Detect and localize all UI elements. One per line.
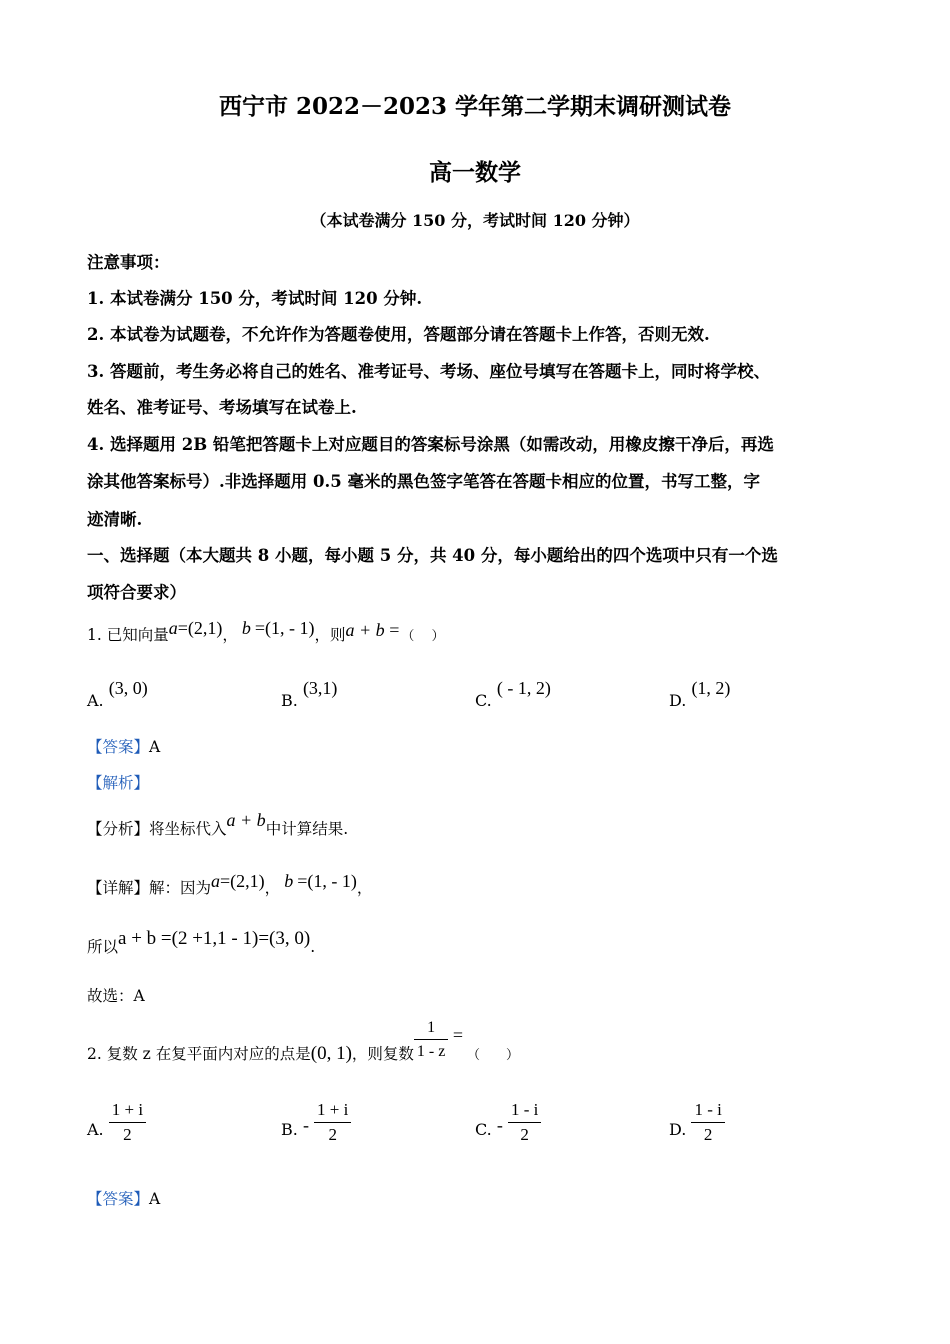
question-1-expression: a + b bbox=[345, 620, 385, 640]
notice-item-3-line-1: 3. 答题前，考生务必将自己的姓名、准考证号、考场、座位号填写在答题卡上，同时将学校、 bbox=[87, 362, 770, 381]
detail-separator: ， bbox=[264, 879, 281, 897]
detail-end: ， bbox=[356, 879, 373, 897]
fraction-numerator: 1 bbox=[414, 1018, 448, 1040]
answer-value: A bbox=[149, 1190, 161, 1208]
fenxi-text-2: 中计算结果. bbox=[265, 820, 349, 838]
notice-item-1: 1. 本试卷满分 150 分，考试时间 120 分钟. bbox=[87, 289, 423, 308]
option-c-sign: - bbox=[496, 1115, 503, 1136]
question-1-analysis-tag: 【解析】 bbox=[87, 774, 150, 792]
vector-a: a bbox=[168, 618, 178, 638]
question-2-option-b: B. - $\frac{1 + i}{2}$ bbox=[281, 1100, 351, 1146]
option-b-fraction: $\frac{1 + i}{2}$ bbox=[314, 1100, 351, 1146]
detail-vector-b: b bbox=[284, 871, 294, 891]
vector-b-value: =(1, - 1) bbox=[254, 618, 315, 638]
exam-time-note: （本试卷满分 150 分，考试时间 120 分钟） bbox=[310, 211, 640, 230]
fenxi-expression: a + b bbox=[226, 810, 266, 830]
so-expression: a + b =(2 +1,1 - 1)=(3, 0) bbox=[118, 928, 311, 949]
vector-b: b bbox=[241, 618, 251, 638]
detail-vector-a: a bbox=[211, 871, 221, 891]
question-2-then: ，则复数 bbox=[351, 1045, 414, 1063]
question-1-equals: = bbox=[384, 620, 400, 640]
question-2-fraction bbox=[414, 1018, 448, 1061]
question-1-prefix: 1. 已知向量 bbox=[87, 626, 169, 644]
option-c-value: ( - 1, 2) bbox=[496, 678, 551, 698]
answer-tag: 【答案】 bbox=[87, 1190, 150, 1208]
option-b-value: (3,1) bbox=[302, 678, 338, 698]
question-1-option-b: B. (3,1) bbox=[281, 678, 338, 710]
option-c-fraction: $\frac{1 - i}{2}$ bbox=[508, 1100, 541, 1146]
question-1-detail bbox=[87, 871, 877, 898]
notice-item-4-line-2: 涂其他答案标号）.非选择题用 0.5 毫米的黑色签字笔答在答题卡相应的位置，书写工整，字 bbox=[87, 472, 760, 491]
question-1-answer bbox=[87, 735, 877, 757]
question-1-separator: ， bbox=[222, 626, 238, 644]
question-2-answer bbox=[87, 1187, 877, 1209]
question-2-blank: （ ） bbox=[467, 1048, 520, 1063]
question-2 bbox=[87, 1018, 877, 1068]
question-2-equals: = bbox=[448, 1025, 464, 1045]
exam-subject: 高一数学 bbox=[429, 159, 521, 186]
detail-vector-a-value: =(2,1) bbox=[220, 871, 265, 891]
question-1-option-d: D. (1, 2) bbox=[669, 678, 731, 710]
notice-item-4-line-3: 迹清晰. bbox=[87, 510, 143, 529]
detail-vector-b-value: =(1, - 1) bbox=[297, 871, 357, 891]
option-a-value: (3, 0) bbox=[108, 678, 148, 698]
vector-a-value: =(2,1) bbox=[177, 618, 223, 638]
exam-title: 西宁市 2022－2023 学年第二学期末调研测试卷 bbox=[218, 93, 732, 120]
question-2-option-a: A. $\frac{1 + i}{2}$ bbox=[87, 1100, 146, 1146]
notice-item-2: 2. 本试卷为试题卷，不允许作为答题卷使用，答题部分请在答题卡上作答，否则无效. bbox=[87, 325, 710, 344]
option-d-fraction: $\frac{1 - i}{2}$ bbox=[691, 1100, 724, 1146]
section-1-heading-line-1: 一、选择题（本大题共 8 小题，每小题 5 分，共 40 分，每小题给出的四个选项中只有一个选 bbox=[87, 546, 778, 565]
so-end: . bbox=[310, 938, 316, 956]
notice-heading: 注意事项： bbox=[87, 253, 170, 272]
question-1-blank: （ ） bbox=[401, 629, 445, 644]
option-a-fraction: $\frac{1 + i}{2}$ bbox=[109, 1100, 146, 1146]
fraction-denominator: 1 - z bbox=[416, 1043, 446, 1061]
answer-value: A bbox=[149, 738, 161, 756]
question-2-option-d: D. $\frac{1 - i}{2}$ bbox=[669, 1100, 725, 1146]
question-1-fenxi bbox=[87, 810, 877, 839]
so-text: 所以 bbox=[87, 938, 119, 956]
option-d-value: (1, 2) bbox=[691, 678, 731, 698]
detail-tag: 【详解】 bbox=[87, 879, 150, 897]
question-1 bbox=[87, 618, 877, 645]
question-2-point: (0, 1) bbox=[310, 1043, 352, 1064]
question-1-choose: 故选：A bbox=[87, 987, 145, 1005]
section-1-heading-line-2: 项符合要求） bbox=[87, 583, 186, 602]
notice-item-4-line-1: 4. 选择题用 2B 铅笔把答题卡上对应题目的答案标号涂黑（如需改动，用橡皮擦干净后，再选 bbox=[87, 435, 774, 454]
notice-item-3-line-2: 姓名、准考证号、考场填写在试卷上. bbox=[87, 398, 357, 417]
question-2-option-c: C. - $\frac{1 - i}{2}$ bbox=[475, 1100, 541, 1146]
answer-tag: 【答案】 bbox=[87, 738, 150, 756]
question-2-prefix: 2. 复数 z 在复平面内对应的点是 bbox=[87, 1045, 311, 1063]
question-1-so bbox=[87, 928, 877, 958]
question-1-option-c: C. ( - 1, 2) bbox=[475, 678, 551, 710]
option-b-sign: - bbox=[302, 1115, 309, 1136]
question-1-then: ，则 bbox=[314, 626, 346, 644]
fenxi-text-1: 将坐标代入 bbox=[149, 820, 227, 838]
question-1-option-a: A. (3, 0) bbox=[87, 678, 148, 710]
detail-text: 解：因为 bbox=[149, 879, 212, 897]
fenxi-tag: 【分析】 bbox=[87, 820, 150, 838]
